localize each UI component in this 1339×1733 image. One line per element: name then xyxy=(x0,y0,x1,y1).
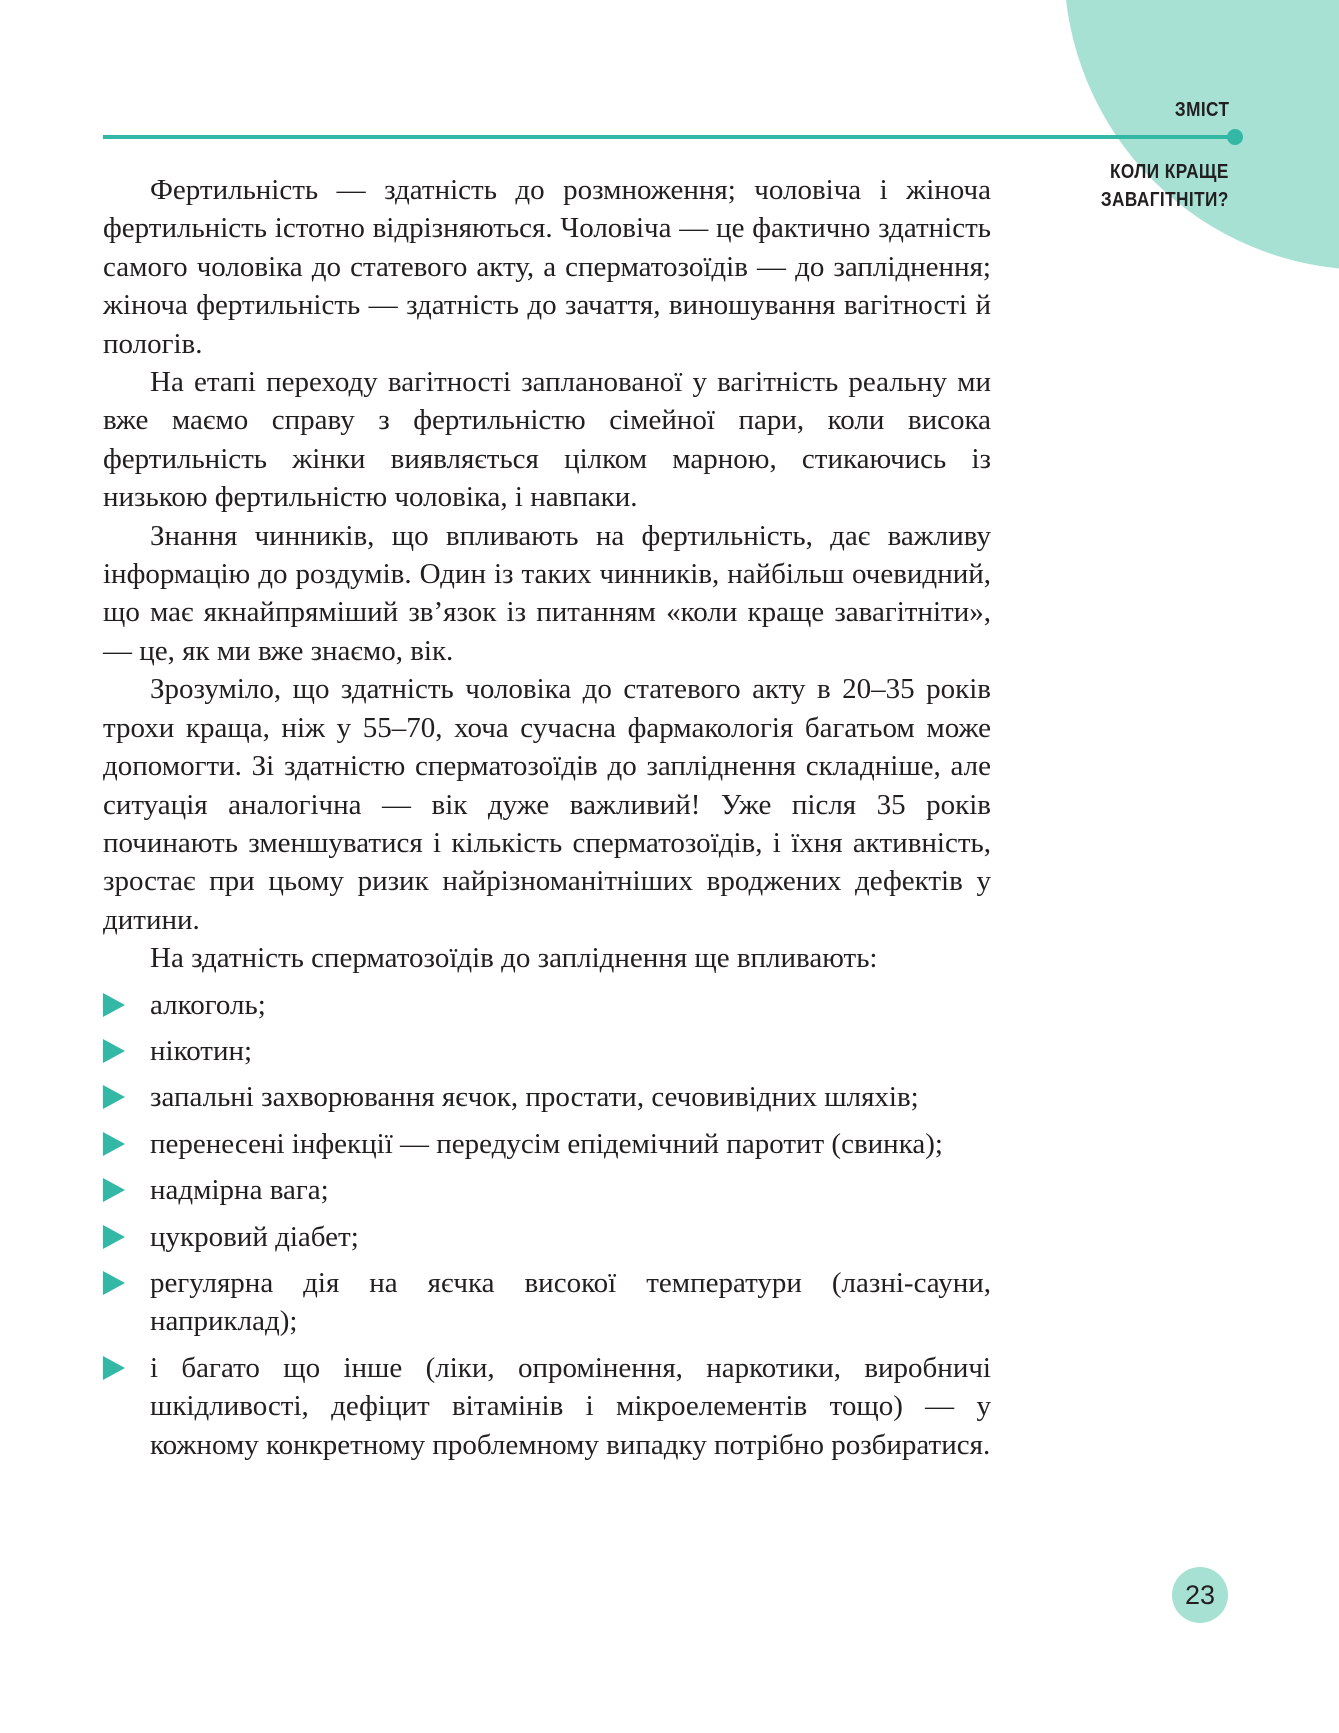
triangle-bullet-icon xyxy=(103,1225,125,1249)
triangle-bullet-icon xyxy=(103,1271,125,1295)
paragraph: Знання чинників, що впливають на фертильність, дає важливу інформацію до роздумів. Один із таких чинників, найбільш очевидний, що має якнайпряміший зв’язок із питанням «коли краще завагітніти», — це, як ми вже знаємо, вік. xyxy=(103,519,991,667)
section-title[interactable] xyxy=(1101,158,1229,214)
triangle-bullet-icon xyxy=(103,1085,125,1109)
section-title-line2: ЗАВАГІТНІТИ? xyxy=(1101,189,1229,211)
header-rule xyxy=(103,135,1233,139)
section-title-line1: КОЛИ КРАЩЕ xyxy=(1110,161,1229,183)
list-item xyxy=(103,1349,991,1464)
triangle-bullet-icon xyxy=(103,1356,125,1380)
triangle-bullet-icon xyxy=(103,993,125,1017)
list-item-text: надмірна вага; xyxy=(150,1174,329,1207)
toc-link[interactable]: ЗМІСТ xyxy=(1174,99,1229,121)
list-item-text: запальні захворювання яєчок, простати, сечовивідних шляхів; xyxy=(150,1081,919,1114)
list-item xyxy=(103,1078,991,1116)
list-item xyxy=(103,1032,991,1070)
list-item xyxy=(103,1264,991,1341)
list-item-text: і багато що інше (ліки, опромінення, наркотики, виробничі шкідливості, дефіцит вітамінів і мікроелементів тощо) — у кожному конкретному проблемному випадку потрібно розбиратися. xyxy=(150,1351,991,1461)
paragraph: Фертильність — здатність до розмноження; чоловіча і жіноча фертильність істотно відрізняються. Чоловіча — це фактично здатність самого чоловіка до статевого акту, а сперматозоїдів — до запліднення; жіноча фертильність — здатність до зачаття, виношування вагітності й пологів. xyxy=(103,174,991,360)
paragraph: На здатність сперматозоїдів до запліднення ще впливають: xyxy=(150,942,878,975)
list-item xyxy=(103,1218,991,1256)
list-item xyxy=(103,1171,991,1209)
page-number: 23 xyxy=(1172,1567,1228,1623)
list-item-text: алкоголь; xyxy=(150,988,266,1021)
list-item-text: регулярна дія на яєчка високої температури (лазні-сауни, наприклад); xyxy=(150,1266,991,1338)
list-item xyxy=(103,1125,991,1163)
triangle-bullet-icon xyxy=(103,1039,125,1063)
triangle-bullet-icon xyxy=(103,1178,125,1202)
triangle-bullet-icon xyxy=(103,1132,125,1156)
list-item xyxy=(103,986,991,1024)
list-item-text: цукровий діабет; xyxy=(150,1220,359,1253)
factor-list xyxy=(103,986,991,1464)
list-item-text: нікотин; xyxy=(150,1034,253,1067)
paragraph: Зрозуміло, що здатність чоловіка до статевого акту в 20–35 років трохи краща, ніж у 55–70, хоча сучасна фармакологія багатьом може допомогти. Зі здатністю сперматозоїдів до запліднення складніше, але ситуація аналогічна — вік дуже важливий! Уже після 35 років починають зменшуватися і кількість сперматозоїдів, і їхня активність, зростає при цьому ризик найрізноманітніших вроджених дефектів у дитини. xyxy=(103,673,991,936)
list-item-text: перенесені інфекції — передусім епідемічний паротит (свинка); xyxy=(150,1127,943,1160)
header-rule-dot xyxy=(1227,129,1243,145)
body-text xyxy=(103,171,991,1464)
paragraph: На етапі переходу вагітності запланованої у вагітність реальну ми вже маємо справу з фертильністю сімейної пари, коли висока фертильність жінки виявляється цілком марною, стикаючись із низькою фертильністю чоловіка, і навпаки. xyxy=(103,366,991,514)
